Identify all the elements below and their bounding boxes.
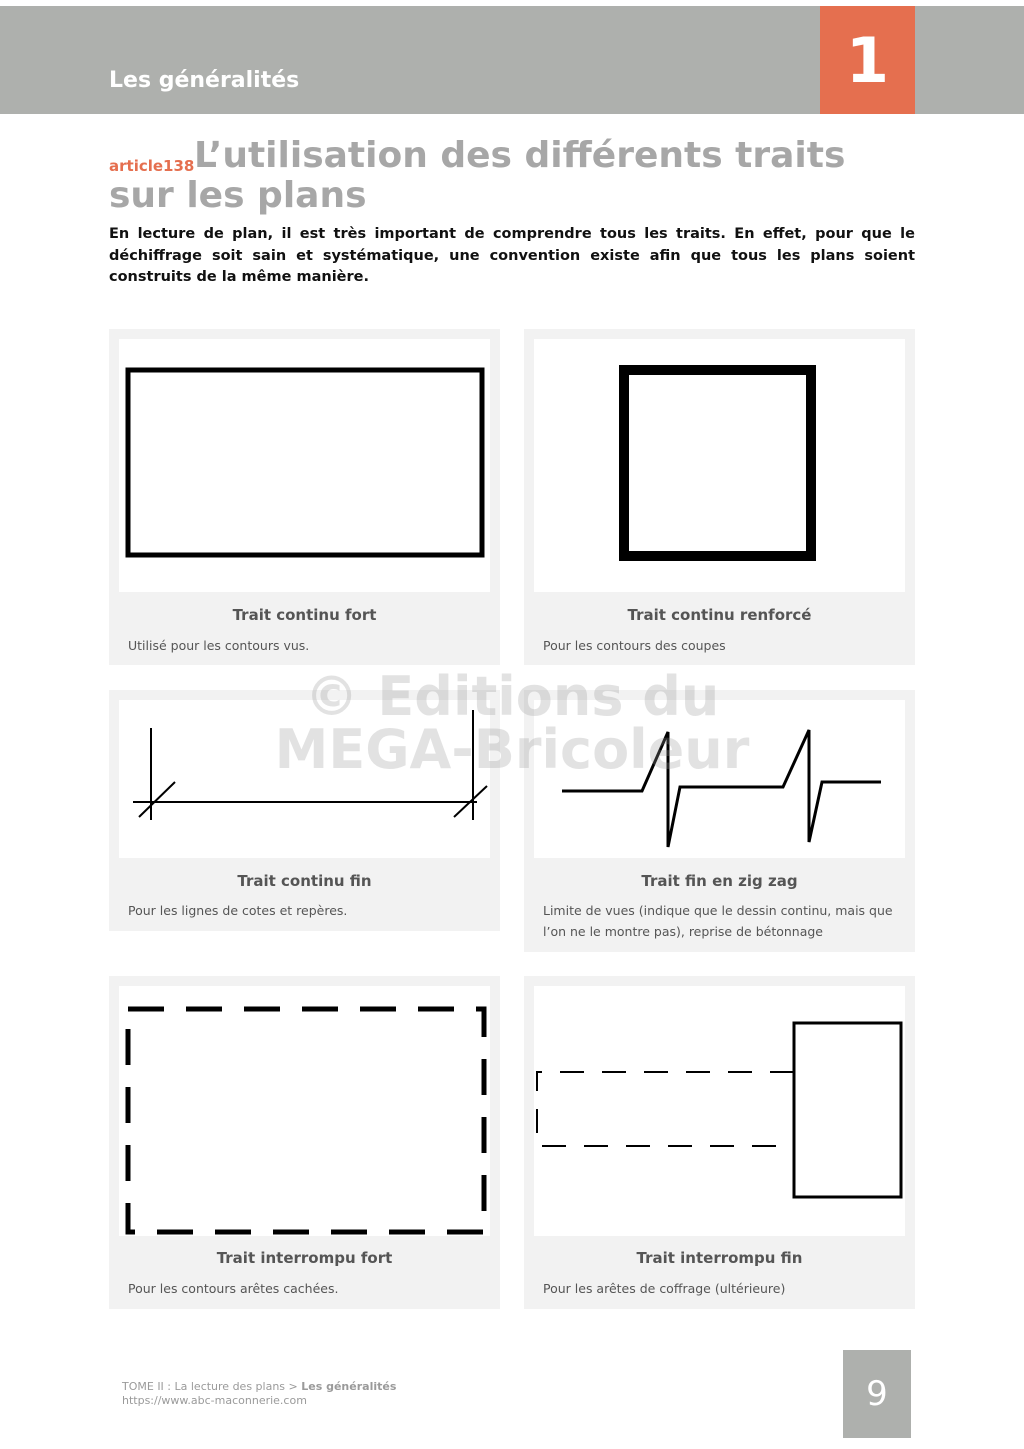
dashed-thick-rectangle [119, 986, 490, 1236]
illustration-trait-interrompu-fort [119, 986, 490, 1236]
breadcrumb-prefix: TOME II : La lecture des plans > [122, 1380, 298, 1393]
card-title: Trait continu fort [232, 606, 377, 624]
intro-paragraph: En lecture de plan, il est très important de comprendre tous les traits. En effet, pour que le déchiffrage soit sain et systématique, une convention existe afin que tous les plans soient construits de la même manière. [109, 226, 915, 285]
dashed-thin-shape [534, 986, 905, 1236]
card-description: Pour les contours arêtes cachées. [128, 1281, 339, 1296]
footer [122, 1380, 396, 1408]
card-title: Trait interrompu fort [216, 1249, 393, 1267]
card-title: Trait continu fin [237, 872, 372, 890]
watermark-line-1: © Editions du [304, 665, 720, 728]
illustration-trait-continu-fin [119, 700, 490, 858]
article-tag: article138 [109, 157, 195, 175]
chapter-number-badge [820, 6, 915, 114]
zig-zag-line [534, 700, 905, 858]
page-number-badge [843, 1350, 911, 1438]
footer-url[interactable]: https://www.abc-maconnerie.com [122, 1394, 307, 1407]
card-title: Trait interrompu fin [636, 1249, 803, 1267]
card-trait-continu-fin [109, 690, 500, 931]
dimension-line [119, 700, 490, 858]
card-trait-interrompu-fort [109, 976, 500, 1309]
card-trait-continu-fort [109, 329, 500, 665]
page-number: 9 [866, 1374, 888, 1414]
illustration-trait-continu-fort [119, 339, 490, 592]
section-title: Les généralités [109, 68, 300, 93]
card-description: Utilisé pour les contours vus. [128, 638, 310, 653]
card-description: Limite de vues (indique que le dessin continu, mais que l’on ne le montre pas), reprise de bétonnage [543, 903, 893, 939]
solid-thick-rectangle [119, 339, 490, 592]
illustration-trait-continu-renforce [534, 339, 905, 592]
illustration-trait-fin-zig-zag [534, 700, 905, 858]
card-description: Pour les lignes de cotes et repères. [128, 903, 348, 918]
card-description: Pour les contours des coupes [543, 638, 726, 653]
watermark-line-2: MEGA-Bricoleur [274, 718, 750, 781]
breadcrumb-current: Les généralités [301, 1380, 397, 1393]
article-title: L’utilisation des différents traits sur les plans [109, 135, 846, 216]
card-trait-continu-renforce [524, 329, 915, 665]
card-trait-fin-zig-zag [524, 690, 915, 952]
card-description: Pour les arêtes de coffrage (ultérieure) [543, 1281, 786, 1296]
illustration-trait-interrompu-fin [534, 986, 905, 1236]
card-title: Trait fin en zig zag [641, 872, 798, 890]
card-title: Trait continu renforcé [627, 606, 812, 624]
solid-reinforced-square [534, 339, 905, 592]
card-trait-interrompu-fin [524, 976, 915, 1309]
chapter-number: 1 [845, 23, 890, 97]
footer-breadcrumb [122, 1380, 396, 1394]
